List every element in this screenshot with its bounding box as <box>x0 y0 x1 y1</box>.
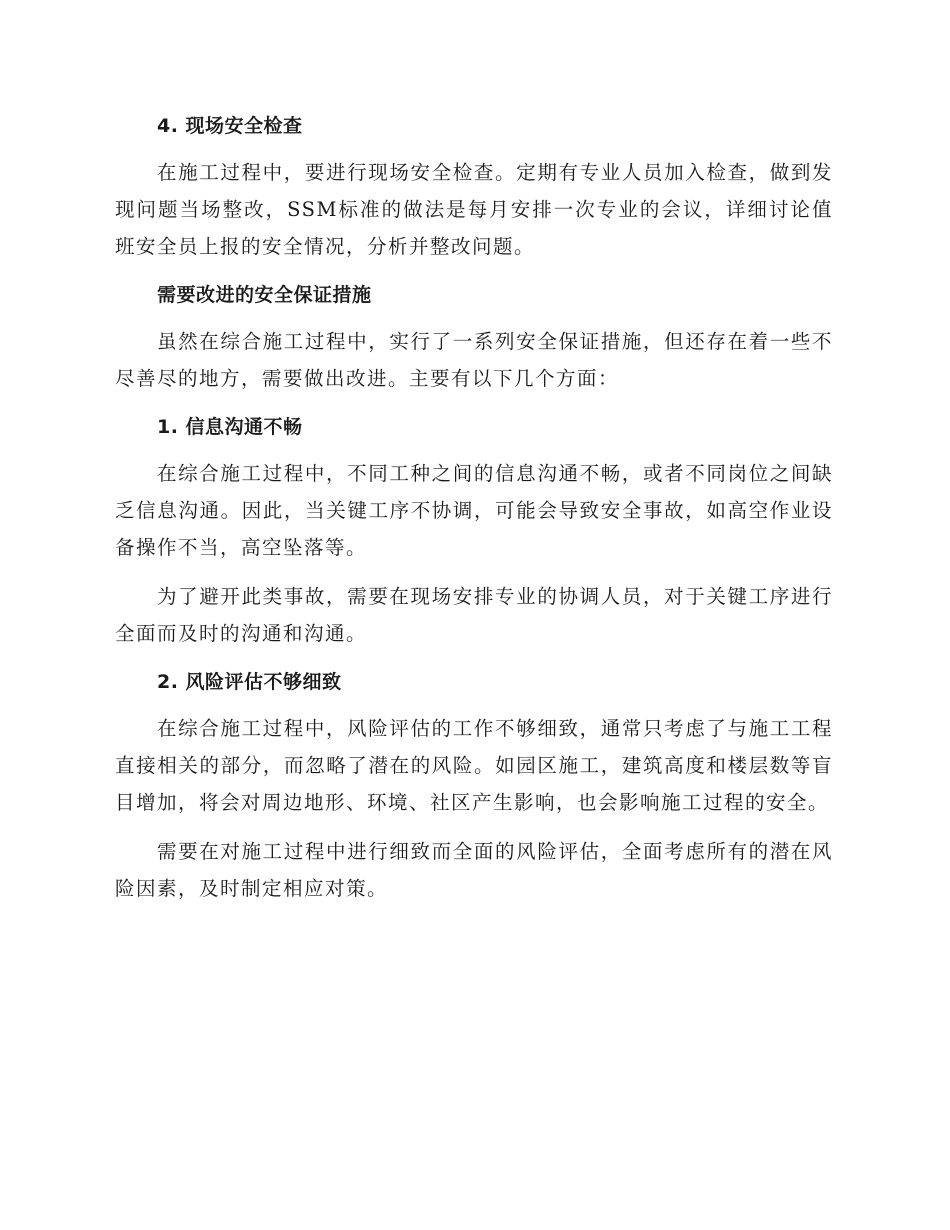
paragraph-risk-assessment-solution: 需要在对施工过程中进行细致而全面的风险评估，全面考虑所有的潜在风险因素，及时制定相应对策。 <box>115 840 833 900</box>
section-heading-risk-assessment: 2. 风险评估不够细致 <box>157 671 342 693</box>
paragraph-communication-solution: 为了避开此类事故，需要在现场安排专业的协调人员，对于关键工序进行全面而及时的沟通和沟通。 <box>115 585 833 645</box>
paragraph-risk-assessment-problem: 在综合施工过程中，风险评估的工作不够细致，通常只考虑了与施工工程直接相关的部分，而忽略了潜在的风险。如园区施工，建筑高度和楼层数等盲目增加，将会对周边地形、环境、社区产生影响，也会影响施工过程的安全。 <box>115 717 833 814</box>
section-heading-site-safety-inspection: 4. 现场安全检查 <box>157 115 303 137</box>
section-heading-improvement-measures: 需要改进的安全保证措施 <box>157 284 372 306</box>
document-page <box>115 108 833 907</box>
paragraph-communication-problem: 在综合施工过程中，不同工种之间的信息沟通不畅，或者不同岗位之间缺乏信息沟通。因此，当关键工序不协调，可能会导致安全事故，如高空作业设备操作不当，高空坠落等。 <box>115 462 833 559</box>
paragraph-site-safety-inspection: 在施工过程中，要进行现场安全检查。定期有专业人员加入检查，做到发现问题当场整改，SSM标准的做法是每月安排一次专业的会议，详细讨论值班安全员上报的安全情况，分析并整改问题。 <box>115 161 833 258</box>
paragraph-improvement-measures: 虽然在综合施工过程中，实行了一系列安全保证措施，但还存在着一些不尽善尽的地方，需要做出改进。主要有以下几个方面： <box>115 330 833 390</box>
section-heading-communication: 1. 信息沟通不畅 <box>157 416 303 438</box>
